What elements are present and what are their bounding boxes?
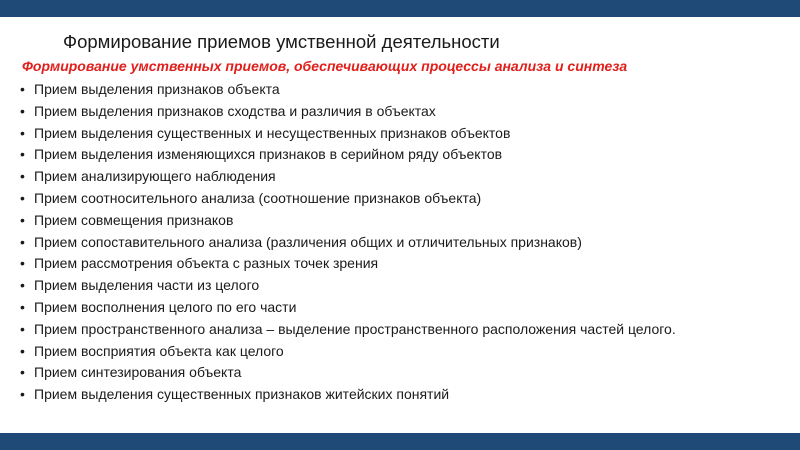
- bullet-icon: •: [20, 233, 25, 250]
- list-item: [20, 297, 676, 319]
- list-item: [20, 253, 676, 275]
- bullet-icon: •: [20, 255, 25, 272]
- bullet-icon: •: [20, 189, 25, 206]
- bullet-icon: •: [20, 211, 25, 228]
- list-item-text: Прием выделения признаков сходства и различия в объектах: [34, 102, 436, 119]
- list-item-text: Прием синтезирования объекта: [34, 364, 242, 381]
- bullet-icon: •: [20, 102, 25, 119]
- list-item-text: Прием совмещения признаков: [34, 211, 234, 228]
- section-subtitle: Формирование умственных приемов, обеспечивающих процессы анализа и синтеза: [22, 58, 628, 74]
- list-item: [20, 166, 676, 188]
- top-bar: [0, 0, 800, 17]
- list-item-text: Прием соотносительного анализа (соотношение признаков объекта): [34, 189, 482, 206]
- list-item: [20, 210, 676, 232]
- slide-title: Формирование приемов умственной деятельности: [63, 31, 500, 52]
- list-item: [20, 232, 676, 254]
- bullet-icon: •: [20, 386, 25, 403]
- list-item-text: Прием выделения изменяющихся признаков в серийном ряду объектов: [34, 146, 503, 163]
- list-item: [20, 384, 676, 406]
- list-item: [20, 341, 676, 363]
- bullet-icon: •: [20, 81, 25, 97]
- list-item: [20, 275, 676, 297]
- bullet-icon: •: [20, 342, 25, 359]
- list-item: [20, 123, 676, 145]
- list-item: [20, 319, 676, 341]
- list-item: [20, 79, 676, 101]
- bullet-icon: •: [20, 146, 25, 163]
- list-item-text: Прием выделения существенных и несущественных признаков объектов: [34, 124, 511, 141]
- list-item: [20, 101, 676, 123]
- list-item: [20, 188, 676, 210]
- list-item-text: Прием восприятия объекта как целого: [34, 342, 284, 359]
- bullet-icon: •: [20, 124, 25, 141]
- list-item: [20, 362, 676, 384]
- bullet-icon: •: [20, 320, 25, 337]
- bullet-icon: •: [20, 298, 25, 315]
- list-item-text: Прием выделения части из целого: [34, 277, 260, 294]
- list-item-text: Прием выделения признаков объекта: [34, 81, 280, 97]
- list-item-text: Прием выделения существенных признаков житейских понятий: [34, 386, 450, 403]
- list-item-text: Прием сопоставительного анализа (различения общих и отличительных признаков): [34, 233, 582, 250]
- list-item-text: Прием восполнения целого по его части: [34, 298, 297, 315]
- list-item-text: Прием пространственного анализа – выделение пространственного расположения частей целого.: [34, 320, 676, 337]
- bullet-list: [20, 79, 676, 406]
- bullet-icon: •: [20, 277, 25, 294]
- list-item-text: Прием рассмотрения объекта с разных точек зрения: [34, 255, 379, 272]
- bottom-bar: [0, 433, 800, 450]
- list-item-text: Прием анализирующего наблюдения: [34, 168, 276, 185]
- bullet-icon: •: [20, 168, 25, 185]
- list-item: [20, 144, 676, 166]
- bullet-icon: •: [20, 364, 25, 381]
